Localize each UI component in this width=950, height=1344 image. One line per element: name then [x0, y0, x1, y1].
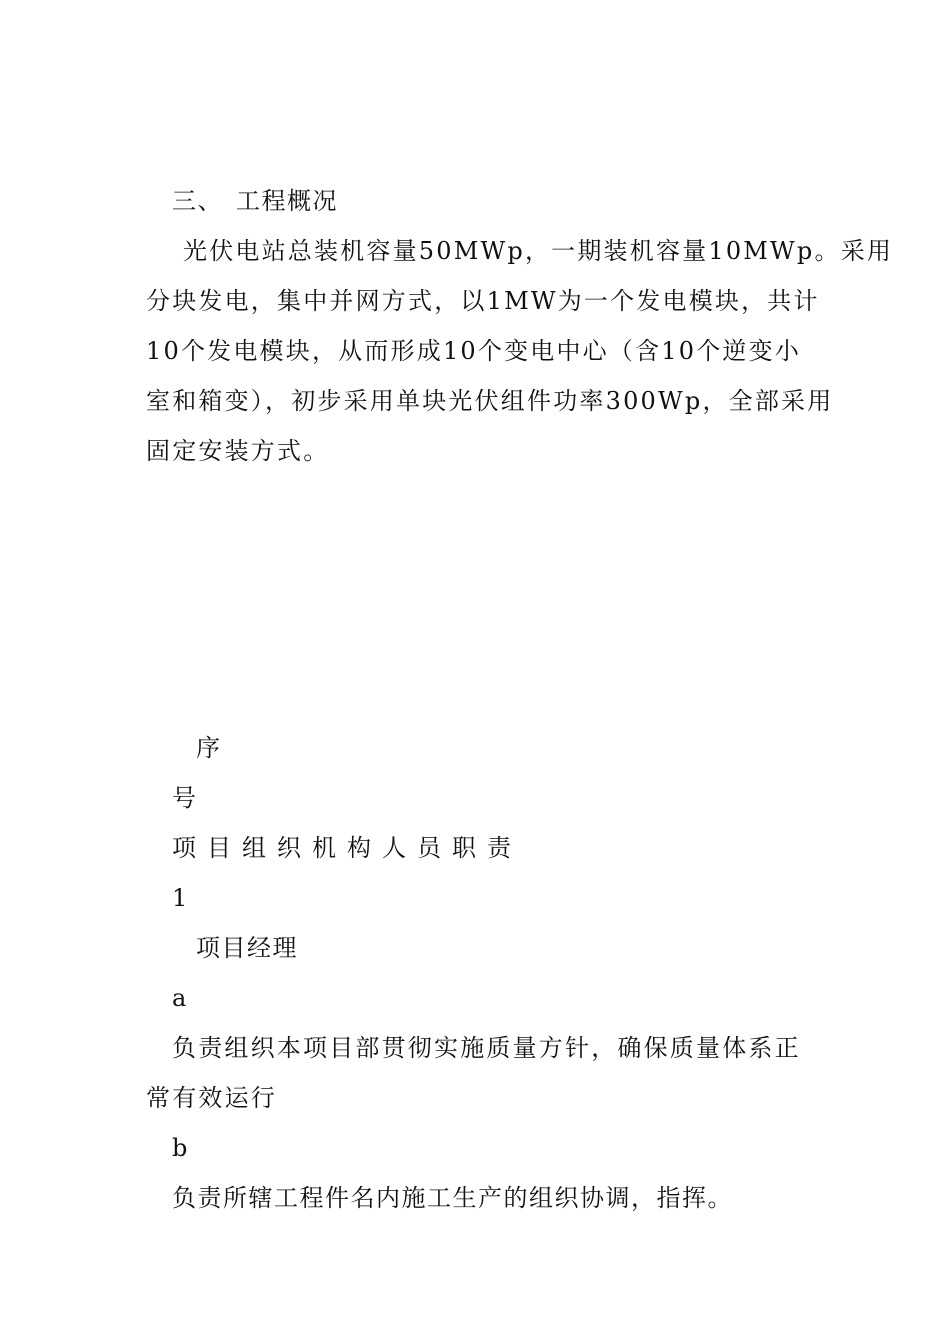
overview-line-2: 分块发电，集中并网方式，以1MW为一个发电模块，共计: [146, 287, 820, 315]
row-role: 项目经理: [196, 934, 298, 962]
overview-line-1: 光伏电站总装机容量50MWp，一期装机容量10MWp。采用: [183, 237, 894, 265]
section-title: 工程概况: [236, 187, 338, 215]
item-b-label: b: [172, 1134, 189, 1162]
row-number: 1: [172, 884, 189, 912]
table-header-title: 项目组织机构人员职责: [172, 834, 522, 862]
overview-line-5: 固定安装方式。: [146, 437, 330, 465]
item-a-label: a: [172, 984, 188, 1012]
section-number: 三、: [172, 187, 223, 215]
item-b-text: 负责所辖工程件名内施工生产的组织协调，指挥。: [172, 1184, 733, 1212]
table-header-seq-1: 序: [196, 734, 222, 762]
overview-line-4: 室和箱变），初步采用单块光伏组件功率300Wp，全部采用: [146, 387, 834, 415]
overview-line-3: 10个发电模块，从而形成10个变电中心（含10个逆变小: [146, 337, 802, 365]
item-a-text-2: 常有效运行: [146, 1084, 277, 1112]
table-header-seq-2: 号: [172, 784, 198, 812]
item-a-text-1: 负责组织本项目部贯彻实施质量方针，确保质量体系正: [172, 1034, 801, 1062]
